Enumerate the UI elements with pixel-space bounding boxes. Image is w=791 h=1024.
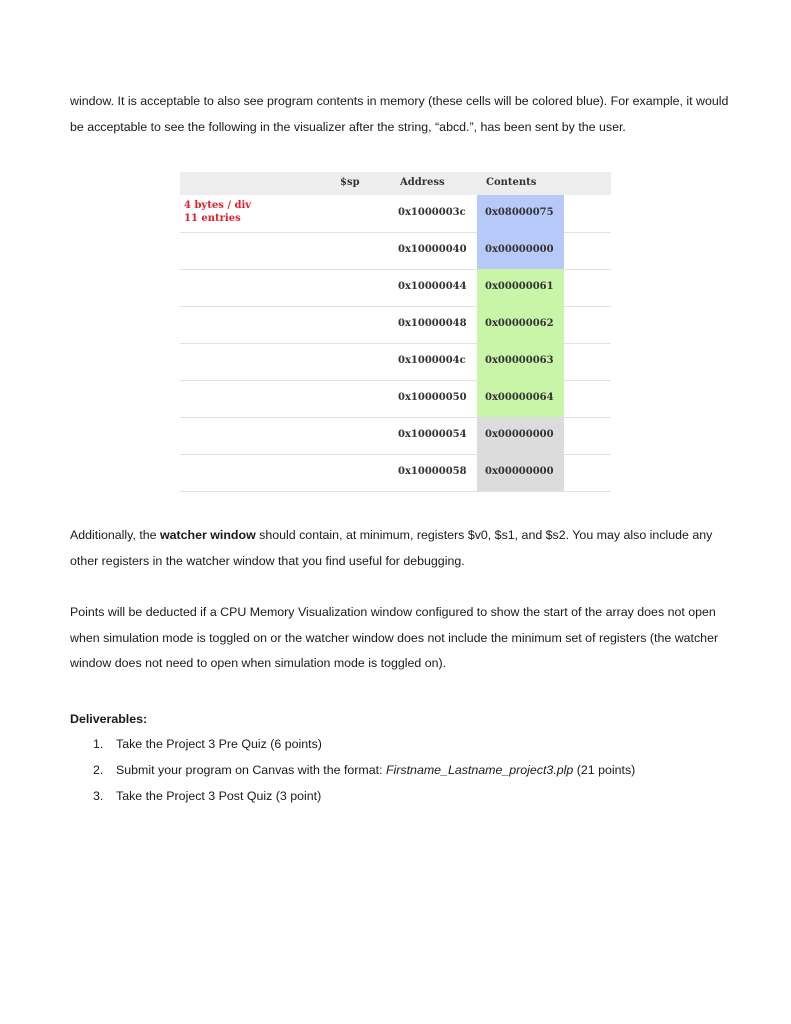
memory-address: 0x10000054 (398, 429, 467, 440)
intro-paragraph: window. It is acceptable to also see program contents in memory (these cells will be colored blue). For example, it would be acceptable to see the following in the visualizer after the string, “abcd.”, has been sent by the user. (70, 94, 729, 134)
memory-cell (477, 417, 564, 454)
list-item-text: Take the Project 3 Pre Quiz (6 points) (116, 737, 322, 751)
address-column-header: Address (400, 177, 445, 188)
memory-contents: 0x00000062 (485, 318, 554, 329)
watcher-suffix: should contain, at minimum, registers $v0, $s1, and $s2. You may also include any other registers in the watcher window that you find useful for debugging. (70, 528, 713, 568)
memory-cell (477, 380, 564, 417)
memory-row (180, 417, 611, 455)
memory-contents: 0x08000075 (485, 207, 554, 218)
deliverables-list (70, 735, 730, 813)
list-item (70, 735, 730, 761)
memory-address: 0x10000048 (398, 318, 467, 329)
entries-count-label: 11 entries (184, 213, 241, 224)
watcher-window-term: watcher window (160, 528, 256, 542)
memory-contents: 0x00000000 (485, 466, 554, 477)
list-item (70, 761, 730, 787)
memory-address: 0x1000003c (398, 207, 466, 218)
memory-row (180, 380, 611, 418)
memory-row (180, 269, 611, 307)
memory-visualizer (180, 172, 611, 492)
memory-address: 0x10000040 (398, 244, 467, 255)
list-item-text (116, 761, 635, 779)
memory-row (180, 343, 611, 381)
memory-address: 0x10000050 (398, 392, 467, 403)
memory-contents: 0x00000000 (485, 429, 554, 440)
list-item-number: 1. (93, 737, 104, 751)
memory-address: 0x1000004c (398, 355, 466, 366)
memory-address: 0x10000058 (398, 466, 467, 477)
memory-cell (477, 454, 564, 491)
memory-row (180, 306, 611, 344)
list-item-number: 3. (93, 789, 104, 803)
points-paragraph: Points will be deducted if a CPU Memory Visualization window configured to show the start of the array does not open when simulation mode is toggled on or the watcher window does not include the minimum set of registers (the watcher window does not need to open when simulation mode is toggled on). (70, 605, 719, 670)
watcher-paragraph (70, 523, 730, 574)
memory-address: 0x10000044 (398, 281, 467, 292)
contents-column-header: Contents (486, 177, 537, 188)
memory-contents: 0x00000064 (485, 392, 554, 403)
memory-row (180, 195, 611, 233)
sp-column-header: $sp (340, 177, 360, 188)
memory-contents: 0x00000000 (485, 244, 554, 255)
memory-contents: 0x00000061 (485, 281, 554, 292)
list-item-text: Take the Project 3 Post Quiz (3 point) (116, 789, 322, 803)
memory-cell (477, 306, 564, 343)
memory-row (180, 232, 611, 270)
visualizer-header (180, 172, 611, 195)
memory-cell (477, 343, 564, 380)
submit-text-prefix: Submit your program on Canvas with the format: (116, 763, 386, 777)
submit-points: (21 points) (573, 763, 636, 777)
list-item (70, 787, 730, 813)
memory-contents: 0x00000063 (485, 355, 554, 366)
watcher-prefix: Additionally, the (70, 528, 161, 542)
memory-cell (477, 269, 564, 306)
memory-row (180, 454, 611, 492)
filename-format: Firstname_Lastname_project3.plp (385, 763, 574, 777)
bytes-per-div-label: 4 bytes / div (184, 200, 252, 211)
memory-cell (477, 232, 564, 269)
list-item-number: 2. (93, 763, 104, 777)
memory-cell (477, 195, 564, 232)
deliverables-heading: Deliverables: (70, 712, 148, 726)
